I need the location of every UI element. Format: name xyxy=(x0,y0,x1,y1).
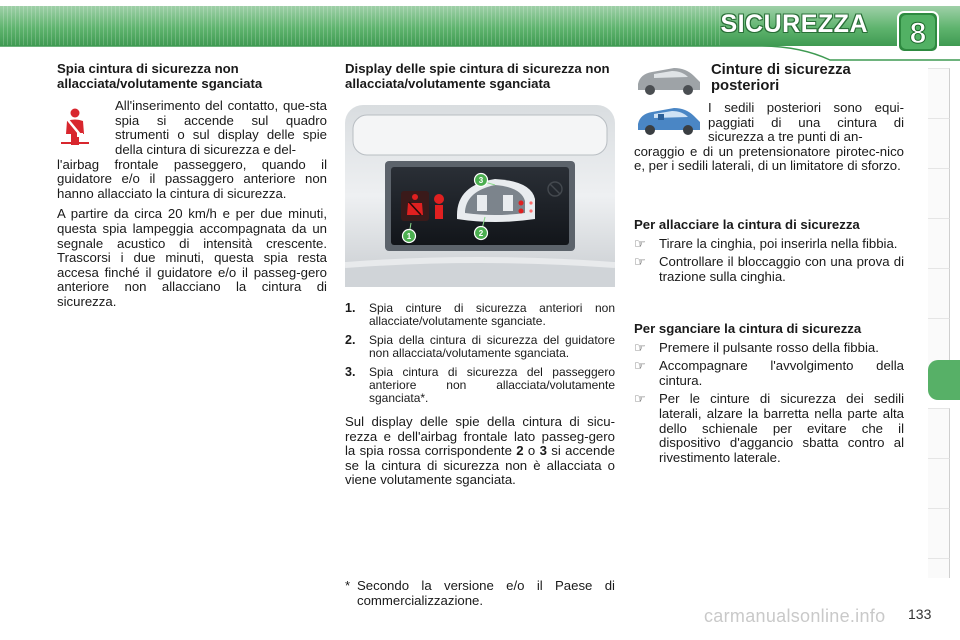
chapter-badge xyxy=(896,10,940,54)
dashboard-display-image xyxy=(345,105,615,287)
column-display xyxy=(345,62,615,91)
page-number: 133 xyxy=(908,606,932,622)
section-heading: Display delle spie cintura di sicurezza non allacciata/volutamente sganciata xyxy=(345,61,610,91)
paragraph-intro-indented: All'inserimento del contatto, que-sta spia si accende sul quadro strumenti o sul display delle spie della cintura di sicurezza e del- xyxy=(115,98,327,157)
column-seatbelt-warning xyxy=(57,62,327,310)
chapter-tab[interactable] xyxy=(928,458,950,508)
pointing-hand-icon: ☞ xyxy=(634,358,646,374)
paragraph-blinking: A partire da circa 20 km/h e per due minuti, questa spia lampeggia accompagnata da un segnale acustico di intensità crescente. Trascorsi i due minuti, questa spia resta accesa finché il guidatore e/o il passeg-gero anteriore non allacciano la cintura di sicurezza. xyxy=(57,206,327,309)
chapter-tab-active[interactable] xyxy=(928,360,960,400)
unfasten-section xyxy=(634,322,904,465)
pointing-hand-icon: ☞ xyxy=(634,235,646,251)
callout-1-label: 1 xyxy=(406,232,412,241)
list-item: ☞ Premere il pulsante rosso della fibbia. xyxy=(634,339,879,355)
chapter-tab[interactable] xyxy=(928,558,950,578)
car-side-icon xyxy=(638,68,700,95)
watermark: carmanualsonline.info xyxy=(704,606,886,626)
section-heading: Spia cintura di sicurezza non allacciata/volutamente sganciata xyxy=(57,61,263,91)
fasten-heading: Per allacciare la cintura di sicurezza xyxy=(634,217,860,232)
rear-belts-intro: I sedili posteriori sono equi-paggiati di una cintura di sicurezza a tre punti di an- coraggio e di un pretensionatore pirotec-nico e, per i sedili laterali, di un limitatore di sforzo. xyxy=(634,100,904,174)
section-title-rear-belts: Cinture di sicurezza posteriori xyxy=(711,62,851,94)
display-airbag-icon xyxy=(434,194,444,219)
list-item: ☞ Tirare la cinghia, poi inserirla nella fibbia. xyxy=(634,235,898,251)
chapter-number: 8 xyxy=(909,17,927,50)
list-item: ☞ Controllare il bloccaggio con una prova di trazione sulla cinghia. xyxy=(634,254,904,284)
chapter-tab[interactable] xyxy=(928,218,950,268)
chapter-tabs xyxy=(928,68,960,580)
list-item: 2. Spia della cintura di sicurezza del guidatore non allacciata/volutamente sganciata. xyxy=(345,333,615,360)
header-stripes xyxy=(0,6,720,46)
pointing-hand-icon: ☞ xyxy=(634,339,646,355)
page-header xyxy=(0,0,960,62)
chapter-tab[interactable] xyxy=(928,508,950,558)
seatbelt-warning-icon xyxy=(57,107,93,147)
chapter-tab[interactable] xyxy=(928,68,950,118)
callout-3-label: 3 xyxy=(478,176,484,185)
pointing-hand-icon: ☞ xyxy=(634,254,646,270)
paragraph-intro-rest: l'airbag frontale passeggero, quando il guidatore e/o il passaggero anteriore non hanno allacciato la cintura di sicurezza. xyxy=(57,156,327,201)
chapter-tab[interactable] xyxy=(928,268,950,318)
list-item: 1. Spia cinture di sicurezza anteriori non allacciate/volutamente sganciate. xyxy=(345,301,615,328)
chapter-tab[interactable] xyxy=(928,408,950,458)
footnote: * Secondo la versione e/o il Paese di commercializzazione. xyxy=(345,578,615,608)
unfasten-heading: Per sganciare la cintura di sicurezza xyxy=(634,321,862,336)
chapter-tab[interactable] xyxy=(928,168,950,218)
list-item: ☞ Accompagnare l'avvolgimento della cintura. xyxy=(634,358,904,388)
callout-2-label: 2 xyxy=(478,229,484,238)
display-legend xyxy=(345,302,615,488)
warning-block xyxy=(57,99,327,201)
display-seatbelt-icon xyxy=(401,191,429,221)
pointing-hand-icon: ☞ xyxy=(634,391,646,407)
header-curve xyxy=(0,42,960,62)
numbered-list xyxy=(345,302,615,405)
list-item: 3. Spia cintura di sicurezza del passeggero anteriore non allacciata/volutamente sganciata*. xyxy=(345,365,615,405)
paragraph-display-explain: Sul display delle spie della cintura di sicu-rezza e dell'airbag frontale lato passeg-gero la spia rossa corrispondente 2 o 3 si accende se la cintura di sicurezza non è allacciata o viene volutamente sganciata. xyxy=(345,414,615,488)
page-title: SICUREZZA xyxy=(720,10,868,38)
chapter-tab[interactable] xyxy=(928,118,950,168)
fasten-section xyxy=(634,218,904,284)
list-item: ☞ Per le cinture di sicurezza dei sedili laterali, alzare la barretta nella parte alta dello schienale per evitare che il dispositivo d'aggancio sbatta contro al rivestimento laterale. xyxy=(634,391,904,465)
